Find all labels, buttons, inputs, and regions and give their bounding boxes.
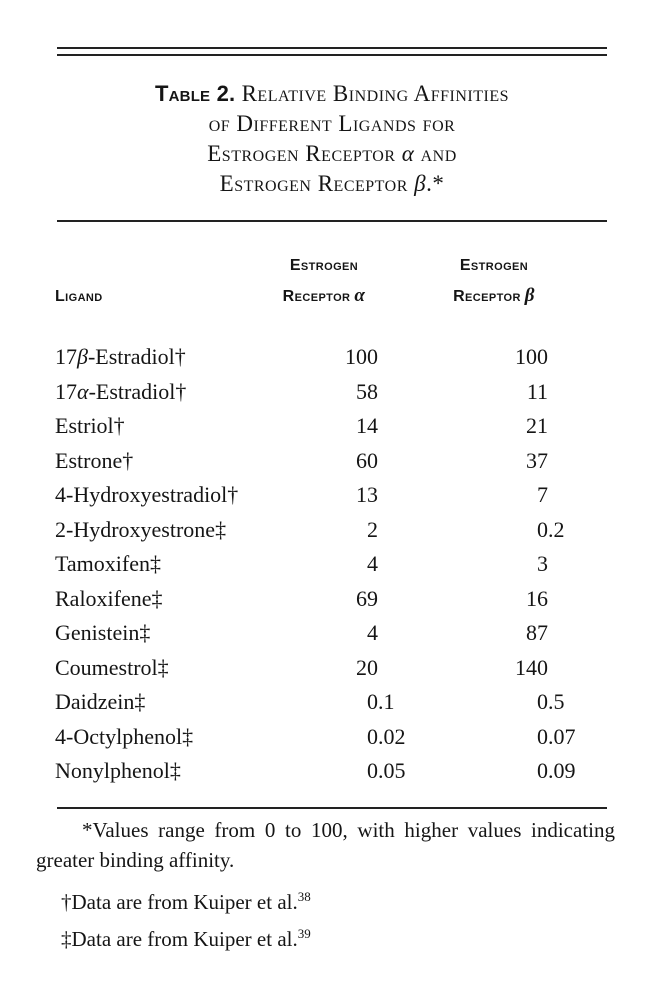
er-alpha-header-line2: Receptor [282, 288, 351, 305]
table-row [57, 685, 607, 720]
er-beta-header-line2: Receptor [453, 288, 521, 305]
bottom-rule [57, 807, 607, 809]
er-alpha-value: 0.02 [367, 723, 406, 749]
er-alpha-value: 14 [356, 413, 378, 439]
table-row [57, 582, 607, 617]
greek-letter: α [77, 378, 89, 404]
ligand-name: Estrone† [55, 447, 134, 473]
column-header-ligand: Ligand [55, 288, 103, 305]
dagger-symbol: † [61, 890, 72, 914]
ligand-name: Raloxifene‡ [55, 585, 163, 611]
er-beta-value: 100 [515, 344, 548, 370]
table-row [57, 547, 607, 582]
ligand-name: Coumestrol‡ [55, 654, 169, 680]
ligand-name: 2-Hydroxyestrone‡ [55, 516, 227, 542]
table-row [57, 375, 607, 410]
footnote-double-dagger [61, 924, 311, 954]
er-alpha-header-line1: Estrogen [289, 257, 359, 274]
title-separator-rule [57, 220, 607, 222]
ligand-name: 4-Hydroxyestradiol† [55, 482, 239, 508]
er-beta-value: 16 [526, 585, 548, 611]
column-header-er-beta [437, 251, 607, 312]
table-row [57, 513, 607, 548]
table-row [57, 616, 607, 651]
er-alpha-value: 0.1 [367, 689, 395, 715]
ligand-name: Genistein‡ [55, 620, 151, 646]
table-header-row [57, 251, 607, 312]
alpha-symbol: α [354, 285, 366, 306]
er-alpha-value: 60 [356, 447, 378, 473]
footnote-dagger-text: Data are from Kuiper et al. [71, 890, 298, 914]
title-line: Table 2. Relative Binding Affinities [154, 81, 510, 106]
er-beta-value: 21 [526, 413, 548, 439]
title-line: Estrogen Receptor α and [207, 141, 457, 166]
table-row [57, 754, 607, 789]
beta-symbol: β [524, 285, 535, 306]
er-alpha-value: 58 [356, 378, 378, 404]
er-beta-value: 0.07 [537, 723, 576, 749]
column-header-er-alpha [267, 251, 437, 312]
table-body [57, 340, 607, 789]
footnote-values-range [36, 815, 615, 875]
er-beta-value: 0.09 [537, 758, 576, 784]
er-alpha-value: 2 [367, 516, 378, 542]
er-alpha-value: 20 [356, 654, 378, 680]
er-alpha-value: 13 [356, 482, 378, 508]
er-beta-value: 37 [526, 447, 548, 473]
ligand-name: 17α-Estradiol† [55, 378, 187, 404]
er-beta-value: 7 [537, 482, 548, 508]
er-alpha-value: 4 [367, 551, 378, 577]
table-row [57, 409, 607, 444]
footnote-dagger [61, 887, 311, 917]
table-row [57, 478, 607, 513]
footnote-double-dagger-text: Data are from Kuiper et al. [71, 927, 298, 951]
er-beta-value: 11 [526, 378, 548, 404]
table-number-label: Table 2. [154, 81, 236, 106]
reference-38: 38 [297, 889, 311, 904]
er-beta-header-line1: Estrogen [459, 257, 529, 274]
table-row [57, 651, 607, 686]
greek-letter: α [401, 141, 415, 166]
title-line: of Different Ligands for [208, 111, 456, 136]
er-beta-value: 3 [537, 551, 548, 577]
ligand-name: 17β-Estradiol† [55, 344, 186, 370]
footnote-values-range-text: Values range from 0 to 100, with higher values indicating greater binding affinity. [36, 818, 615, 872]
er-beta-value: 0.5 [537, 689, 565, 715]
er-alpha-value: 4 [367, 620, 378, 646]
greek-letter: β [77, 344, 88, 370]
ligand-name: Daidzein‡ [55, 689, 146, 715]
greek-letter: β [414, 171, 427, 196]
er-beta-value: 87 [526, 620, 548, 646]
er-alpha-value: 0.05 [367, 758, 406, 784]
table-row [57, 444, 607, 479]
ligand-name: 4-Octylphenol‡ [55, 723, 194, 749]
table-row [57, 720, 607, 755]
double-dagger-symbol: ‡ [61, 927, 72, 951]
er-alpha-value: 69 [356, 585, 378, 611]
top-double-rule [57, 47, 607, 56]
er-beta-value: 140 [515, 654, 548, 680]
title-line: Estrogen Receptor β.* [219, 171, 445, 196]
asterisk-symbol: * [82, 818, 93, 842]
ligand-name: Estriol† [55, 413, 125, 439]
ligand-name: Tamoxifen‡ [55, 551, 161, 577]
er-beta-value: 0.2 [537, 516, 565, 542]
ligand-name: Nonylphenol‡ [55, 758, 181, 784]
reference-39: 39 [297, 926, 311, 941]
er-alpha-value: 100 [345, 344, 378, 370]
table-row [57, 340, 607, 375]
table-title [57, 79, 607, 199]
